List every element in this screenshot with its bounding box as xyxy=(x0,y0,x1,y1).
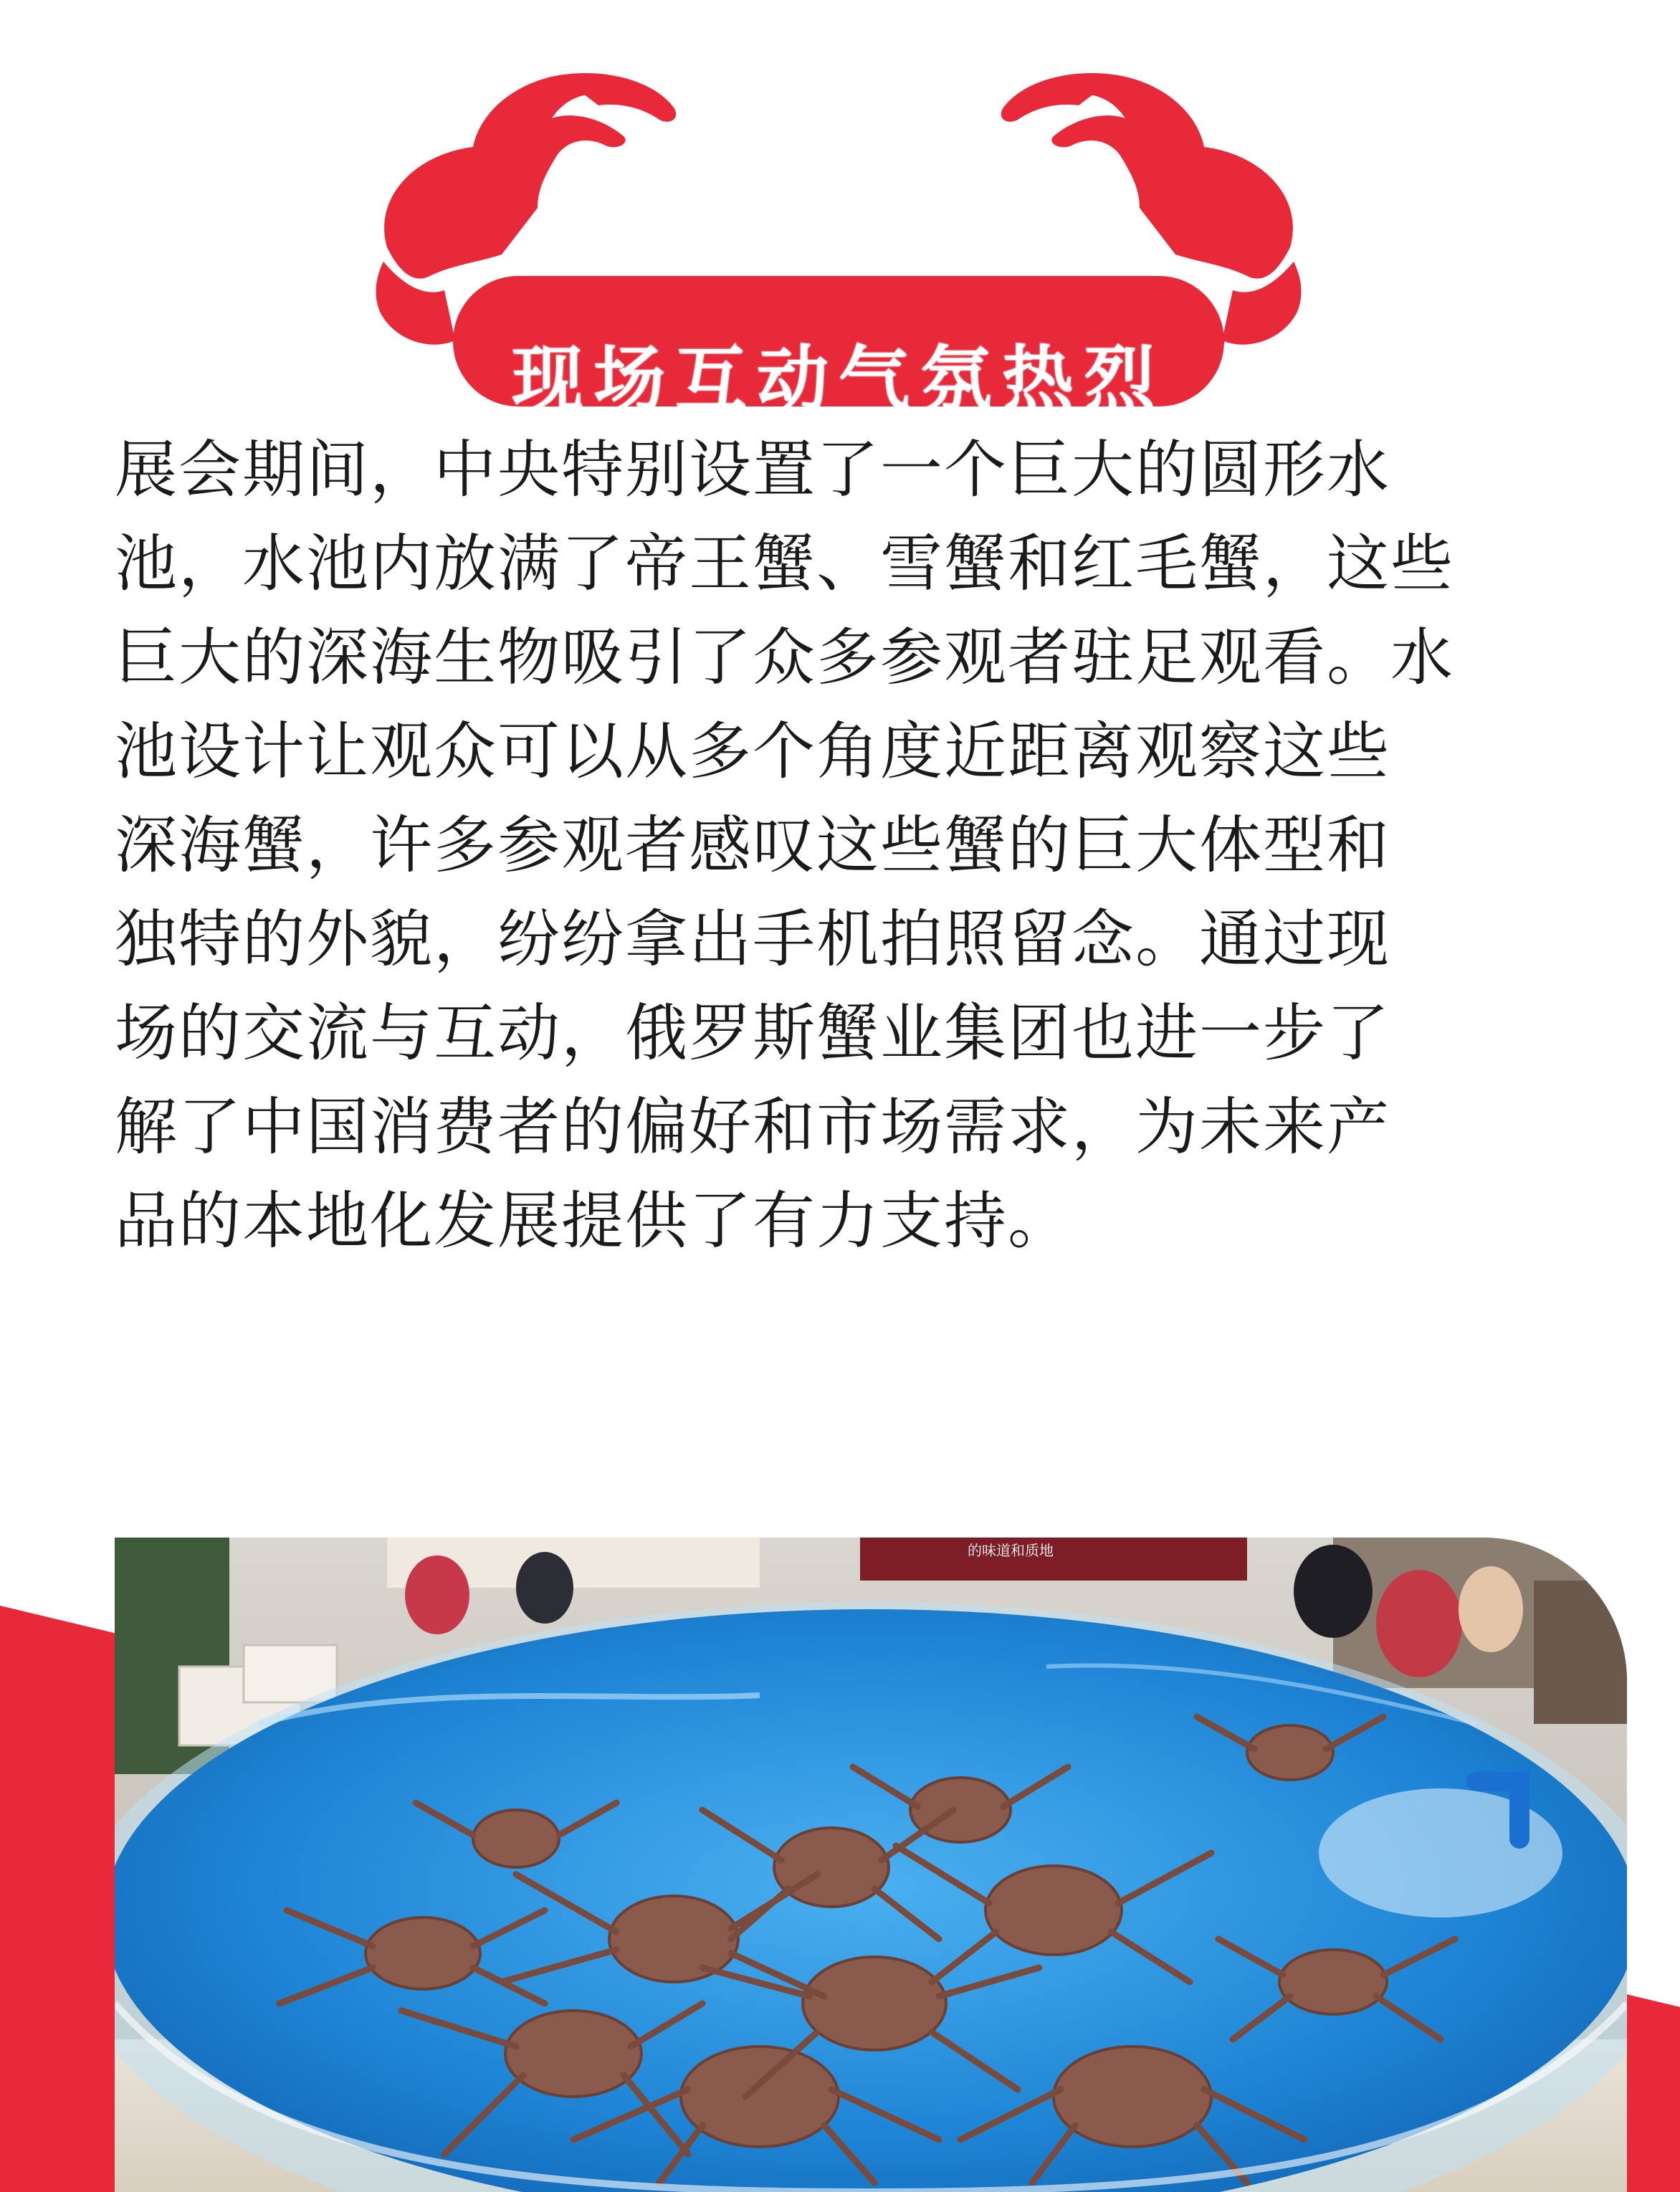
article-line: 巨大的深海生物吸引了众多参观者驻足观看。水 xyxy=(115,621,1454,694)
article-line: 解了中国消费者的偏好和市场需求，为未来产 xyxy=(115,1090,1390,1163)
booth-sign-text: 的味道和质地 xyxy=(968,1543,1054,1559)
article-line: 池，水池内放满了帝王蟹、雪蟹和红毛蟹，这些 xyxy=(115,527,1454,600)
article-line: 独特的外貌，纷纷拿出手机拍照留念。通过现 xyxy=(115,902,1390,976)
article-body xyxy=(115,423,1577,1268)
article-line: 场的交流与互动，俄罗斯蟹业集团也进一步了 xyxy=(115,996,1390,1069)
page-title: 现场互动气氛热烈 xyxy=(512,338,1165,421)
article-line: 品的本地化发展提供了有力支持。 xyxy=(115,1184,1072,1257)
crab-pool-illustration xyxy=(115,1538,1627,2192)
title-banner xyxy=(453,211,1224,421)
article-line: 深海蟹，许多参观者感叹这些蟹的巨大体型和 xyxy=(115,809,1390,882)
crab-pool-photo xyxy=(115,1538,1627,2192)
section-header xyxy=(373,68,1304,421)
article-line: 池设计让观众可以从多个角度近距离观察这些 xyxy=(115,715,1390,788)
article-line: 展会期间，中央特别设置了一个巨大的圆形水 xyxy=(115,433,1390,506)
